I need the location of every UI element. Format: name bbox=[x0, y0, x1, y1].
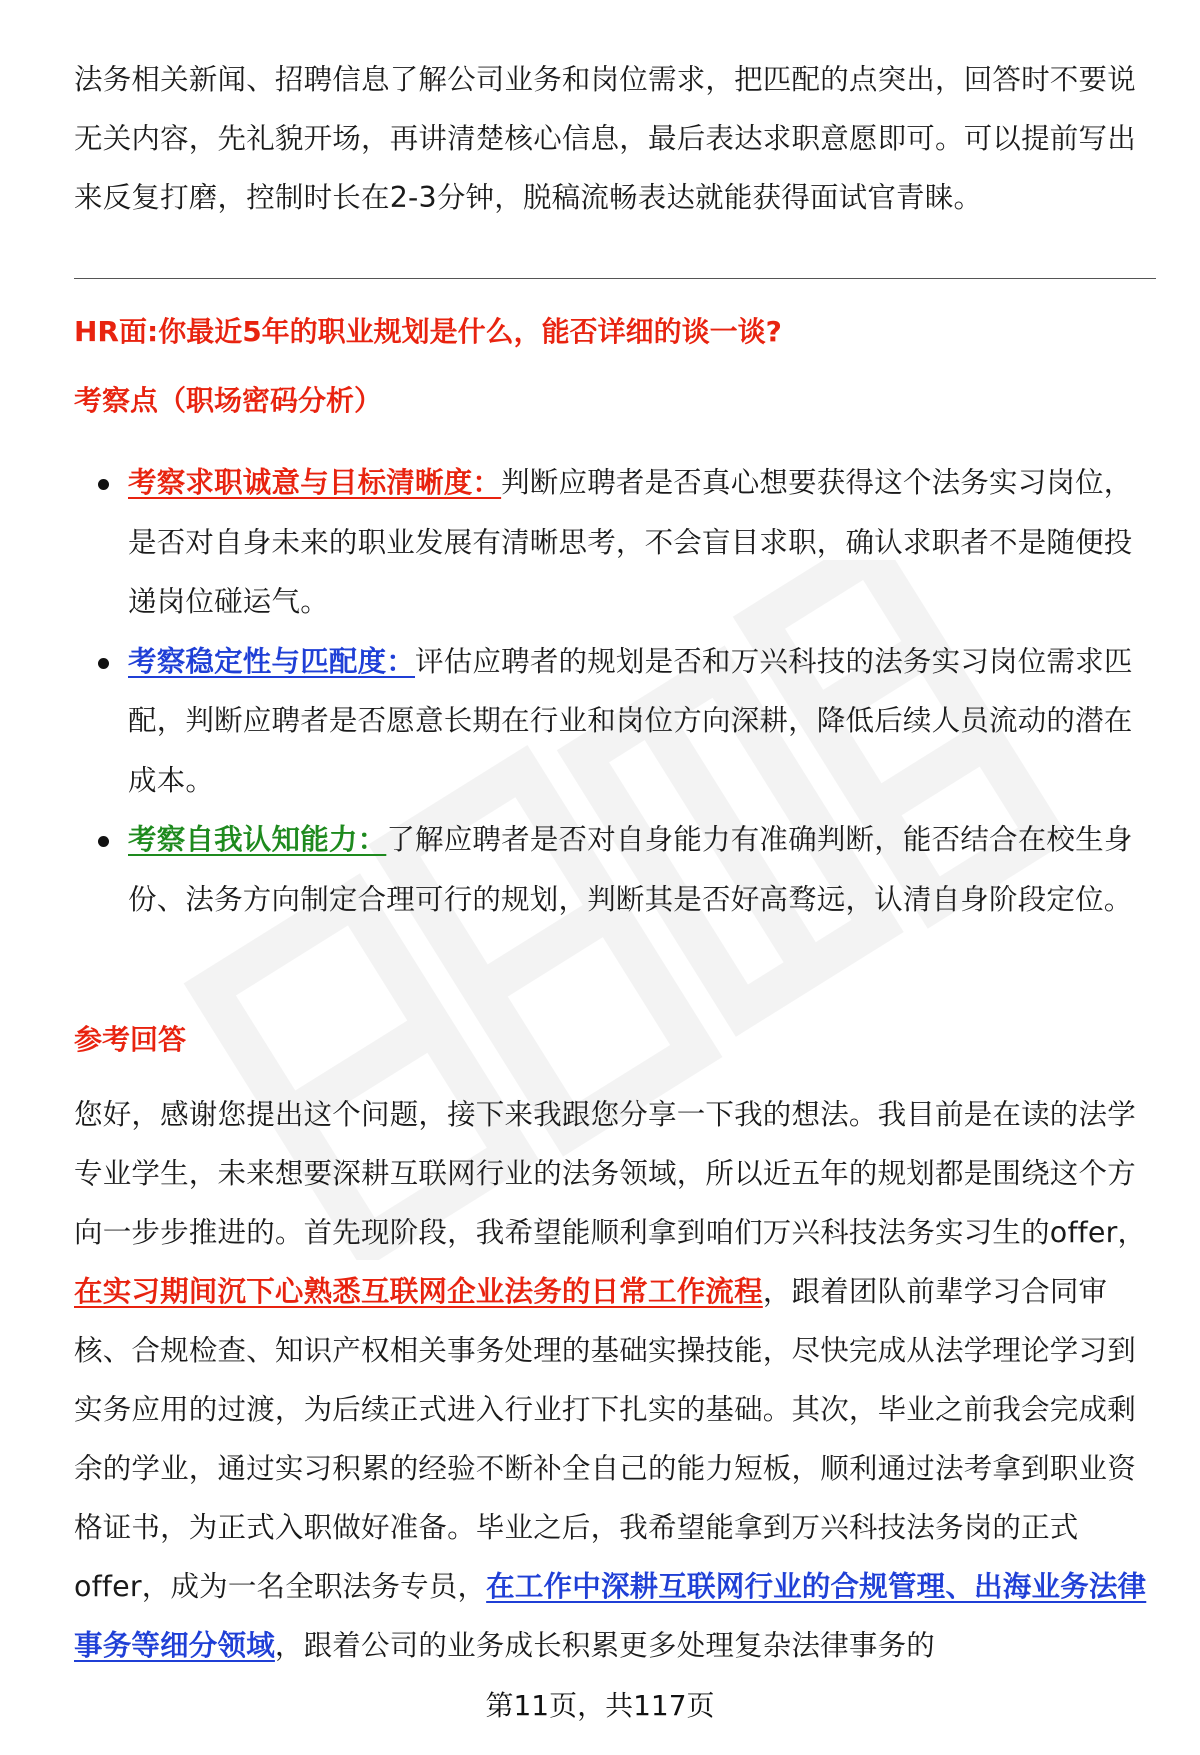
bullet-icon bbox=[98, 479, 109, 490]
answer-text-part-1: 您好，感谢您提出这个问题，接下来我跟您分享一下我的想法。我目前是在读的法学专业学生，未来想要深耕互联网行业的法务领域，所以近五年的规划都是围绕这个方向一步步推进的。首先现阶段，我希望能顺利拿到咱们万兴科技法务实习生的offer， bbox=[74, 1098, 1147, 1249]
list-item bbox=[74, 632, 1156, 811]
bullet-icon bbox=[98, 836, 109, 847]
examination-heading: 考察点（职场密码分析） bbox=[74, 384, 383, 417]
point-text: 了解应聘者是否对自身能力有准确判断，能否结合在校生身份、法务方向制定合理可行的规划，判断其是否好高骛远，认清自身阶段定位。 bbox=[128, 823, 1133, 916]
point-label: 考察求职诚意与目标清晰度： bbox=[128, 466, 502, 499]
section-divider bbox=[74, 278, 1156, 279]
bullet-icon bbox=[98, 658, 109, 669]
question-heading: HR面:你最近5年的职业规划是什么，能否详细的谈一谈? bbox=[74, 315, 782, 348]
reference-answer-heading: 参考回答 bbox=[74, 1023, 187, 1056]
answer-text-part-2: ，跟着团队前辈学习合同审核、合规检查、知识产权相关事务处理的基础实操技能，尽快完成从法学理论学习到实务应用的过渡，为后续正式进入行业打下扎实的基础。其次，毕业之前我会完成剩余的学业，通过实习积累的经验不断补全自己的能力短板，顺利通过法考拿到职业资格证书，为正式入职做好准备。毕业之后，我希望能拿到万兴科技法务岗的正式offer，成为一名全职法务专员， bbox=[74, 1275, 1136, 1603]
examination-points-list bbox=[74, 453, 1156, 929]
intro-paragraph: 法务相关新闻、招聘信息了解公司业务和岗位需求，把匹配的点突出，回答时不要说无关内容，先礼貌开场，再讲清楚核心信息，最后表达求职意愿即可。可以提前写出来反复打磨，控制时长在2-3分钟，脱稿流畅表达就能获得面试官青睐。 bbox=[74, 63, 1136, 214]
point-label: 考察自我认知能力： bbox=[128, 823, 387, 856]
reference-answer-paragraph bbox=[74, 1085, 1154, 1675]
point-text: 评估应聘者的规划是否和万兴科技的法务实习岗位需求匹配，判断应聘者是否愿意长期在行业和岗位方向深耕，降低后续人员流动的潜在成本。 bbox=[128, 644, 1133, 797]
point-label: 考察稳定性与匹配度： bbox=[128, 644, 416, 678]
list-item bbox=[74, 810, 1156, 929]
page-number: 第11页，共117页 bbox=[485, 1689, 715, 1722]
answer-highlight-1: 在实习期间沉下心熟悉互联网企业法务的日常工作流程 bbox=[74, 1275, 763, 1308]
list-item bbox=[74, 453, 1156, 632]
point-text: 判断应聘者是否真心想要获得这个法务实习岗位，是否对自身未来的职业发展有清晰思考，不会盲目求职，确认求职者不是随便投递岗位碰运气。 bbox=[128, 466, 1133, 618]
answer-highlight-2: 在工作中深耕互联网行业的合规管理、出海业务法律事务等细分领域 bbox=[74, 1570, 1147, 1662]
answer-text-part-3: ，跟着公司的业务成长积累更多处理复杂法律事务的 bbox=[274, 1629, 936, 1662]
